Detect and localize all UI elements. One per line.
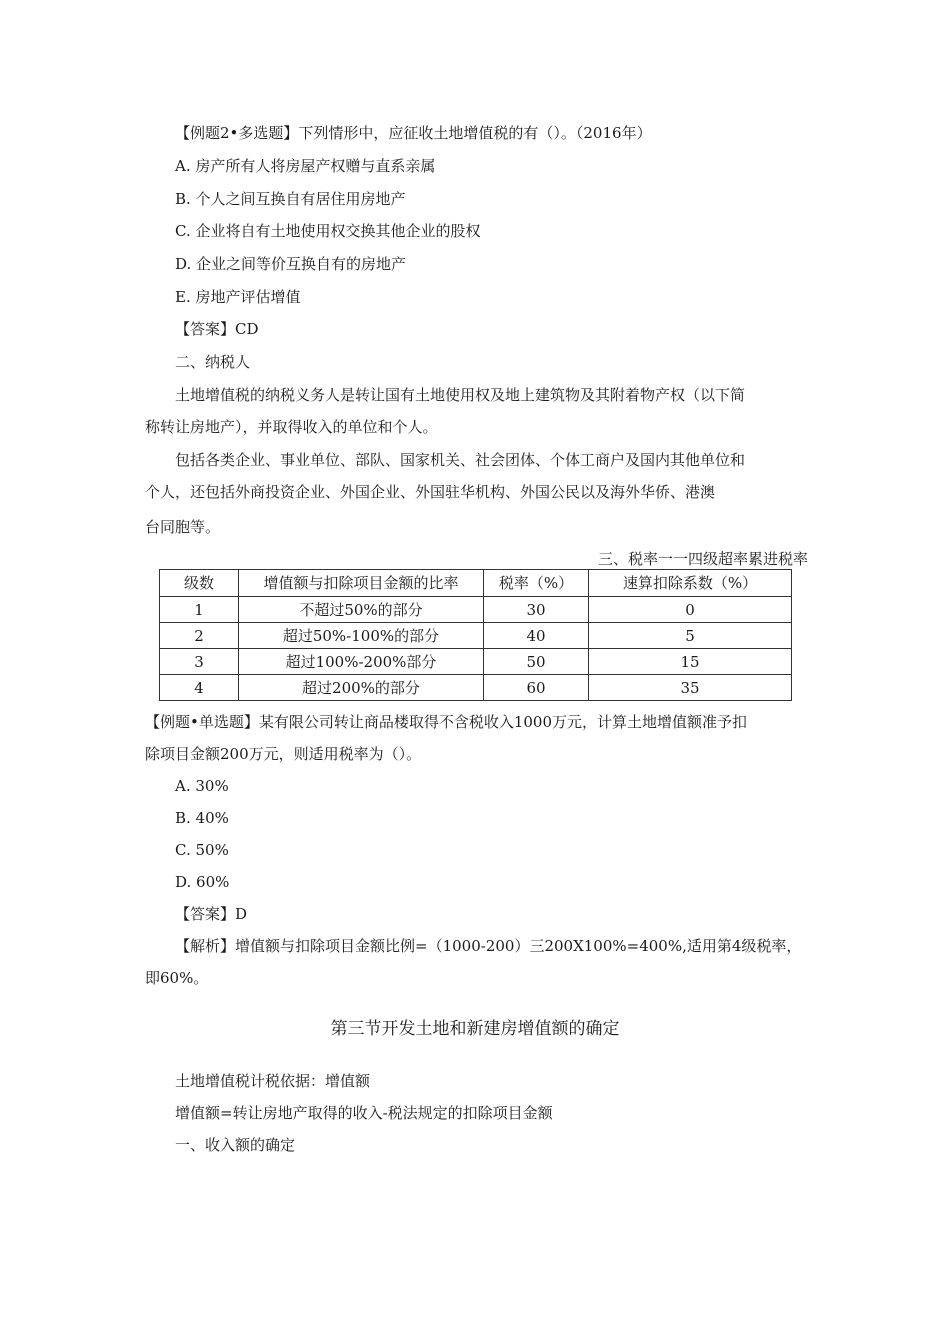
taxpayer-para1-line2: 称转让房地产），并取得收入的单位和个人。	[145, 418, 438, 436]
table-cell: 5	[589, 623, 792, 649]
table-cell: 35	[589, 675, 792, 701]
taxpayer-heading: 二、纳税人	[175, 353, 251, 371]
table-cell: 30	[484, 597, 589, 623]
table-cell: 不超过50%的部分	[239, 597, 484, 623]
rate-table-header-rate: 税率（%）	[484, 570, 589, 597]
rate-table-header-level: 级数	[160, 570, 239, 597]
rate-table-header-deduction: 速算扣除系数（%）	[589, 570, 792, 597]
single-example-option-b: B. 40%	[175, 809, 229, 827]
example2-option-c: C. 企业将自有土地使用权交换其他企业的股权	[175, 222, 481, 240]
table-row	[160, 597, 792, 623]
table-cell: 40	[484, 623, 589, 649]
table-cell: 0	[589, 597, 792, 623]
table-row	[160, 623, 792, 649]
single-example-option-a: A. 30%	[175, 777, 229, 795]
taxpayer-para2-line3: 台同胞等。	[145, 518, 221, 536]
table-cell: 4	[160, 675, 239, 701]
section3-formula: 增值额=转让房地产取得的收入-税法规定的扣除项目金额	[175, 1104, 553, 1122]
single-example-option-c: C. 50%	[175, 841, 229, 859]
table-cell: 2	[160, 623, 239, 649]
rate-table-header-ratio: 增值额与扣除项目金额的比率	[239, 570, 484, 597]
table-row	[160, 675, 792, 701]
table-cell: 1	[160, 597, 239, 623]
rate-table-caption: 三、税率一一四级超率累进税率	[598, 550, 809, 568]
table-cell: 3	[160, 649, 239, 675]
single-example-answer: 【答案】D	[175, 905, 248, 923]
table-cell: 60	[484, 675, 589, 701]
rate-table-header-row	[160, 570, 792, 597]
example2-option-e: E. 房地产评估增值	[175, 288, 301, 306]
single-example-analysis-line2: 即60%。	[145, 969, 209, 987]
taxpayer-para1-line1: 土地增值税的纳税义务人是转让国有土地使用权及地上建筑物及其附着物产权（以下简	[175, 386, 746, 404]
single-example-question-line2: 除项目金额200万元，则适用税率为（）。	[145, 745, 422, 763]
example2-question: 【例题2•多选题】下列情形中，应征收土地增值税的有（）。（2016年）	[175, 124, 652, 142]
taxpayer-para2-line2: 个人，还包括外商投资企业、外国企业、外国驻华机构、外国公民以及海外华侨、港澳	[145, 483, 716, 501]
table-cell: 50	[484, 649, 589, 675]
example2-option-b: B. 个人之间互换自有居住用房地产	[175, 190, 406, 208]
example2-answer: 【答案】CD	[175, 320, 259, 338]
single-example-question-line1: 【例题•单选题】某有限公司转让商品楼取得不含税收入1000万元，计算土地增值额准予扣	[145, 713, 748, 731]
example2-option-d: D. 企业之间等价互换自有的房地产	[175, 255, 407, 273]
example2-option-a: A. 房产所有人将房屋产权赠与直系亲属	[175, 157, 436, 175]
section3-title: 第三节开发土地和新建房增值额的确定	[330, 1019, 620, 1039]
taxpayer-para2-line1: 包括各类企业、事业单位、部队、国家机关、社会团体、个体工商户及国内其他单位和	[175, 451, 746, 469]
table-row	[160, 649, 792, 675]
section3-subheading: 一、收入额的确定	[175, 1136, 296, 1154]
table-cell: 超过50%-100%的部分	[239, 623, 484, 649]
single-example-option-d: D. 60%	[175, 873, 230, 891]
table-cell: 超过100%-200%部分	[239, 649, 484, 675]
table-cell: 超过200%的部分	[239, 675, 484, 701]
single-example-analysis-line1: 【解析】增值额与扣除项目金额比例=（1000-200）三200X100%=400%,适用第4级税率，	[175, 937, 802, 955]
section3-basis: 土地增值税计税依据：增值额	[175, 1072, 371, 1090]
table-cell: 15	[589, 649, 792, 675]
rate-table	[159, 569, 792, 701]
